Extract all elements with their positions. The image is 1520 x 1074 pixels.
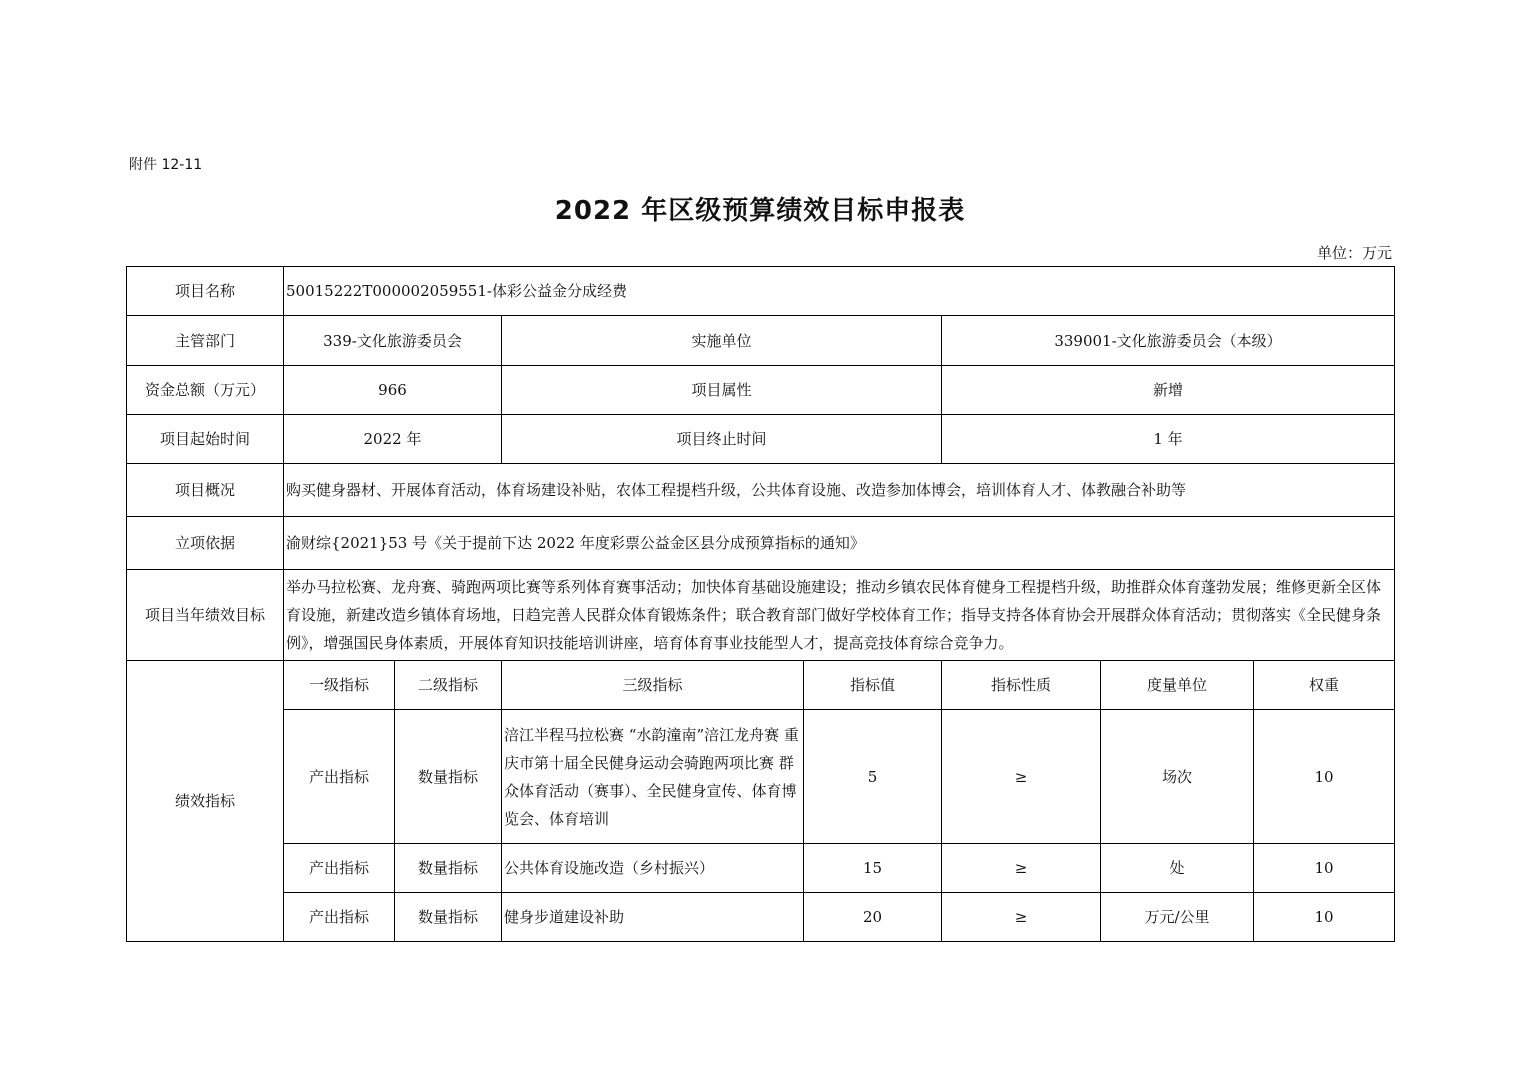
indicator-level1: 产出指标 <box>284 893 395 942</box>
indicator-nature: ≥ <box>942 893 1101 942</box>
start-value: 2022 年 <box>284 415 502 464</box>
attachment-number: 附件 12-11 <box>129 157 203 173</box>
indicator-value: 20 <box>804 893 942 942</box>
basis-value: 渝财综{2021}53 号《关于提前下达 2022 年度彩票公益金区县分成预算指标的通知》 <box>284 517 1395 570</box>
row-overview <box>127 464 1395 517</box>
row-project-name <box>127 267 1395 316</box>
indicator-unit: 场次 <box>1101 710 1254 844</box>
indicator-value: 5 <box>804 710 942 844</box>
header-level3: 三级指标 <box>502 661 804 710</box>
indicator-level2: 数量指标 <box>395 844 502 893</box>
row-basis <box>127 517 1395 570</box>
indicator-weight: 10 <box>1254 710 1395 844</box>
indicator-row <box>127 844 1395 893</box>
budget-form-table <box>126 266 1395 942</box>
indicator-weight: 10 <box>1254 893 1395 942</box>
row-department <box>127 316 1395 366</box>
attr-value: 新增 <box>942 366 1395 415</box>
dept-label: 主管部门 <box>127 316 284 366</box>
indicator-level3: 公共体育设施改造（乡村振兴） <box>502 844 804 893</box>
indicator-weight: 10 <box>1254 844 1395 893</box>
goal-value: 举办马拉松赛、龙舟赛、骑跑两项比赛等系列体育赛事活动；加快体育基础设施建设；推动乡镇农民体育健身工程提档升级，助推群众体育蓬勃发展；维修更新全区体育设施，新建改造乡镇体育场地，日趋完善人民群众体育锻炼条件；联合教育部门做好学校体育工作；指导支持各体育协会开展群众体育活动；贯彻落实《全民健身条例》，增强国民身体素质，开展体育知识技能培训讲座，培育体育事业技能型人才，提高竞技体育综合竞争力。 <box>284 570 1395 661</box>
indicator-level2: 数量指标 <box>395 893 502 942</box>
indicator-row <box>127 710 1395 844</box>
header-weight: 权重 <box>1254 661 1395 710</box>
indicator-nature: ≥ <box>942 844 1101 893</box>
overview-value: 购买健身器材、开展体育活动，体育场建设补贴，农体工程提档升级，公共体育设施、改造参加体博会，培训体育人才、体教融合补助等 <box>284 464 1395 517</box>
header-level1: 一级指标 <box>284 661 395 710</box>
indicator-level3: 健身步道建设补助 <box>502 893 804 942</box>
indicator-nature: ≥ <box>942 710 1101 844</box>
row-fund <box>127 366 1395 415</box>
indicator-unit: 处 <box>1101 844 1254 893</box>
fund-label: 资金总额（万元） <box>127 366 284 415</box>
dept-value: 339-文化旅游委员会 <box>284 316 502 366</box>
project-name-value: 50015222T000002059551-体彩公益金分成经费 <box>284 267 1395 316</box>
project-name-label: 项目名称 <box>127 267 284 316</box>
indicator-level1: 产出指标 <box>284 844 395 893</box>
header-level2: 二级指标 <box>395 661 502 710</box>
indicators-section-label: 绩效指标 <box>127 661 284 942</box>
indicator-unit: 万元/公里 <box>1101 893 1254 942</box>
start-label: 项目起始时间 <box>127 415 284 464</box>
impl-label: 实施单位 <box>502 316 942 366</box>
end-label: 项目终止时间 <box>502 415 942 464</box>
indicator-header-row <box>127 661 1395 710</box>
row-goal <box>127 570 1395 661</box>
goal-label: 项目当年绩效目标 <box>127 570 284 661</box>
indicator-level3: 涪江半程马拉松赛 “水韵潼南”涪江龙舟赛 重庆市第十届全民健身运动会骑跑两项比赛 群众体育活动（赛事）、全民健身宣传、体育博览会、体育培训 <box>502 710 804 844</box>
impl-value: 339001-文化旅游委员会（本级） <box>942 316 1395 366</box>
row-time <box>127 415 1395 464</box>
unit-note: 单位：万元 <box>1316 244 1392 262</box>
attr-label: 项目属性 <box>502 366 942 415</box>
overview-label: 项目概况 <box>127 464 284 517</box>
fund-value: 966 <box>284 366 502 415</box>
header-nature: 指标性质 <box>942 661 1101 710</box>
indicator-level2: 数量指标 <box>395 710 502 844</box>
indicator-level1: 产出指标 <box>284 710 395 844</box>
indicator-value: 15 <box>804 844 942 893</box>
end-value: 1 年 <box>942 415 1395 464</box>
page-title: 2022 年区级预算绩效目标申报表 <box>554 196 966 226</box>
indicator-row <box>127 893 1395 942</box>
header-unit: 度量单位 <box>1101 661 1254 710</box>
basis-label: 立项依据 <box>127 517 284 570</box>
header-value: 指标值 <box>804 661 942 710</box>
